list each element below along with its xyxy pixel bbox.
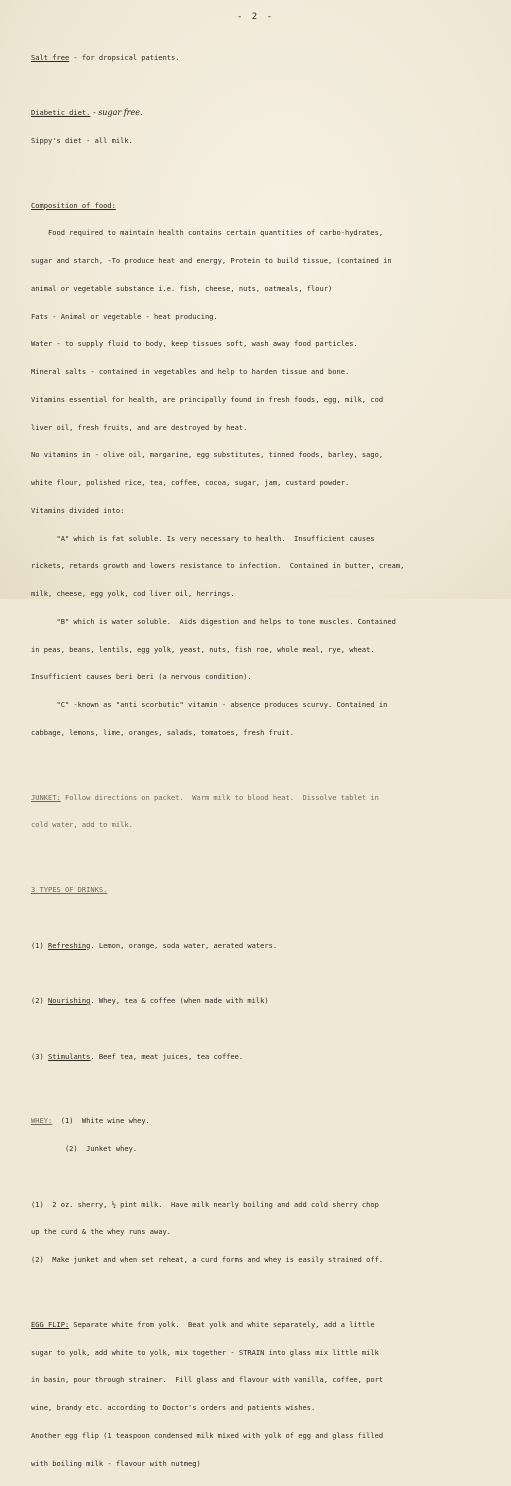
drink-number: (3): [31, 1051, 48, 1061]
whey-heading: WHEY:: [31, 1116, 53, 1126]
spacer: [31, 1024, 501, 1033]
composition-heading: Composition of food:: [31, 200, 116, 210]
composition-line: "B" which is water soluble. Aids digestion and helps to tone muscles. Contained: [31, 616, 396, 626]
spacer: [31, 848, 501, 857]
spacer: [31, 968, 501, 977]
drink-item: [31, 941, 501, 950]
page-number: - 2 -: [236, 12, 275, 22]
whey-line: (1) 2 oz. sherry, ½ pint milk. Have milk nearly boiling and add cold sherry chop: [31, 1199, 379, 1209]
composition-line: No vitamins in - olive oil, margarine, egg substitutes, tinned foods, barley, sago,: [31, 450, 384, 460]
spacer: [31, 80, 501, 89]
composition-line: cabbage, lemons, lime, oranges, salads, tomatoes, fresh fruit.: [31, 727, 295, 737]
whey-line: (2) Make junket and when set reheat, a curd forms and whey is easily strained off.: [31, 1255, 384, 1264]
composition-line: Mineral salts - contained in vegetables and help to harden tissue and bone.: [31, 367, 350, 376]
egg-flip-line: Another egg flip (1 teaspoon condensed milk mixed with yolk of egg and glass filled: [31, 1430, 384, 1440]
composition-line: in peas, beans, lentils, egg yolk, yeast, nuts, fish roe, whole meal, rye, wheat.: [31, 644, 375, 654]
whey-line: up the curd & the whey runs away.: [31, 1227, 172, 1237]
composition-line: Fats - Animal or vegetable - heat producing.: [31, 311, 218, 321]
salt-free-heading: Salt free: [31, 52, 70, 62]
sippy-diet-line: Sippy's diet - all milk.: [31, 135, 133, 145]
whey-type-1: (1) White wine whey.: [52, 1116, 150, 1126]
drink-item: [31, 1052, 501, 1061]
composition-line: "A" which is fat soluble. Is very necessary to health. Insufficient causes: [31, 533, 375, 543]
salt-free-text: - for dropsical patients.: [69, 52, 180, 62]
diabetic-heading: Diabetic diet.: [31, 108, 91, 117]
composition-line: animal or vegetable substance i.e. fish, cheese, nuts, oatmeals, flour): [31, 283, 333, 293]
egg-flip-line: wine, brandy etc. according to Doctor's orders and patients wishes.: [31, 1403, 316, 1412]
spacer: [31, 1172, 501, 1181]
composition-line: "C" -known as "anti scorbutic" vitamin - absence produces scurvy. Contained in: [31, 700, 388, 709]
egg-flip-line: in basin, pour through strainer. Fill glass and flavour with vanilla, coffee, port: [31, 1375, 384, 1385]
drink-number: (1): [31, 940, 48, 950]
spacer: [31, 756, 501, 765]
spacer: [31, 1283, 501, 1292]
salt-free-line: [31, 53, 501, 62]
egg-flip-line: with boiling milk - flavour with nutmeg): [31, 1458, 201, 1468]
junket-text: Follow directions on packet. Warm milk to blood heat. Dissolve tablet in: [60, 792, 379, 802]
drink-text: . Lemon, orange, soda water, aerated waters.: [90, 940, 278, 950]
spacer: [31, 164, 501, 173]
handwritten-annotation: - sugar free.: [90, 108, 143, 117]
junket-line: cold water, add to milk.: [31, 820, 133, 830]
composition-line: Food required to maintain health contains certain quantities of carbo-hydrates,: [31, 228, 384, 238]
document-body: [31, 34, 501, 1486]
junket-heading: JUNKET:: [31, 792, 61, 802]
drink-label: Refreshing: [47, 940, 91, 950]
composition-line: Vitamins divided into:: [31, 505, 125, 515]
drink-number: (2): [31, 996, 48, 1005]
spacer: [31, 1079, 501, 1088]
egg-flip-line: [31, 1320, 501, 1329]
egg-flip-heading: EGG FLIP:: [31, 1319, 70, 1329]
drink-text: . Beef tea, meat juices, tea coffee.: [90, 1051, 244, 1061]
drink-label: Stimulants: [47, 1051, 91, 1061]
spacer: [31, 913, 501, 922]
composition-line: Water - to supply fluid to body, keep tissues soft, wash away food particles.: [31, 339, 358, 349]
composition-line: white flour, polished rice, tea, coffee, cocoa, sugar, jam, custard powder.: [31, 478, 350, 487]
drink-item: [31, 996, 501, 1005]
drinks-heading: 3 TYPES OF DRINKS.: [31, 885, 108, 894]
diabetic-line: [31, 108, 501, 117]
composition-line: Insufficient causes beri beri (a nervous condition).: [31, 672, 252, 682]
composition-line: sugar and starch, -To produce heat and energy, Protein to build tissue, (contained in: [31, 256, 392, 265]
egg-flip-line: sugar to yolk, add white to yolk, mix together - STRAIN into glass mix little milk: [31, 1347, 379, 1357]
egg-flip-text: Separate white from yolk. Beat yolk and white separately, add a little: [69, 1319, 375, 1329]
whey-line: [31, 1116, 501, 1125]
whey-type-2: (2) Junket whey.: [31, 1144, 138, 1153]
drink-label: Nourishing: [47, 996, 91, 1005]
composition-line: liver oil, fresh fruits, and are destroyed by heat.: [31, 422, 248, 432]
composition-line: milk, cheese, egg yolk, cod liver oil, herrings.: [31, 589, 235, 598]
junket-line: [31, 793, 501, 802]
composition-line: Vitamins essential for health, are principally found in fresh foods, egg, milk, cod: [31, 394, 384, 404]
drink-text: . Whey, tea & coffee (when made with milk): [90, 996, 269, 1005]
composition-line: rickets, retards growth and lowers resistance to infection. Contained in butter, cream,: [31, 561, 405, 571]
